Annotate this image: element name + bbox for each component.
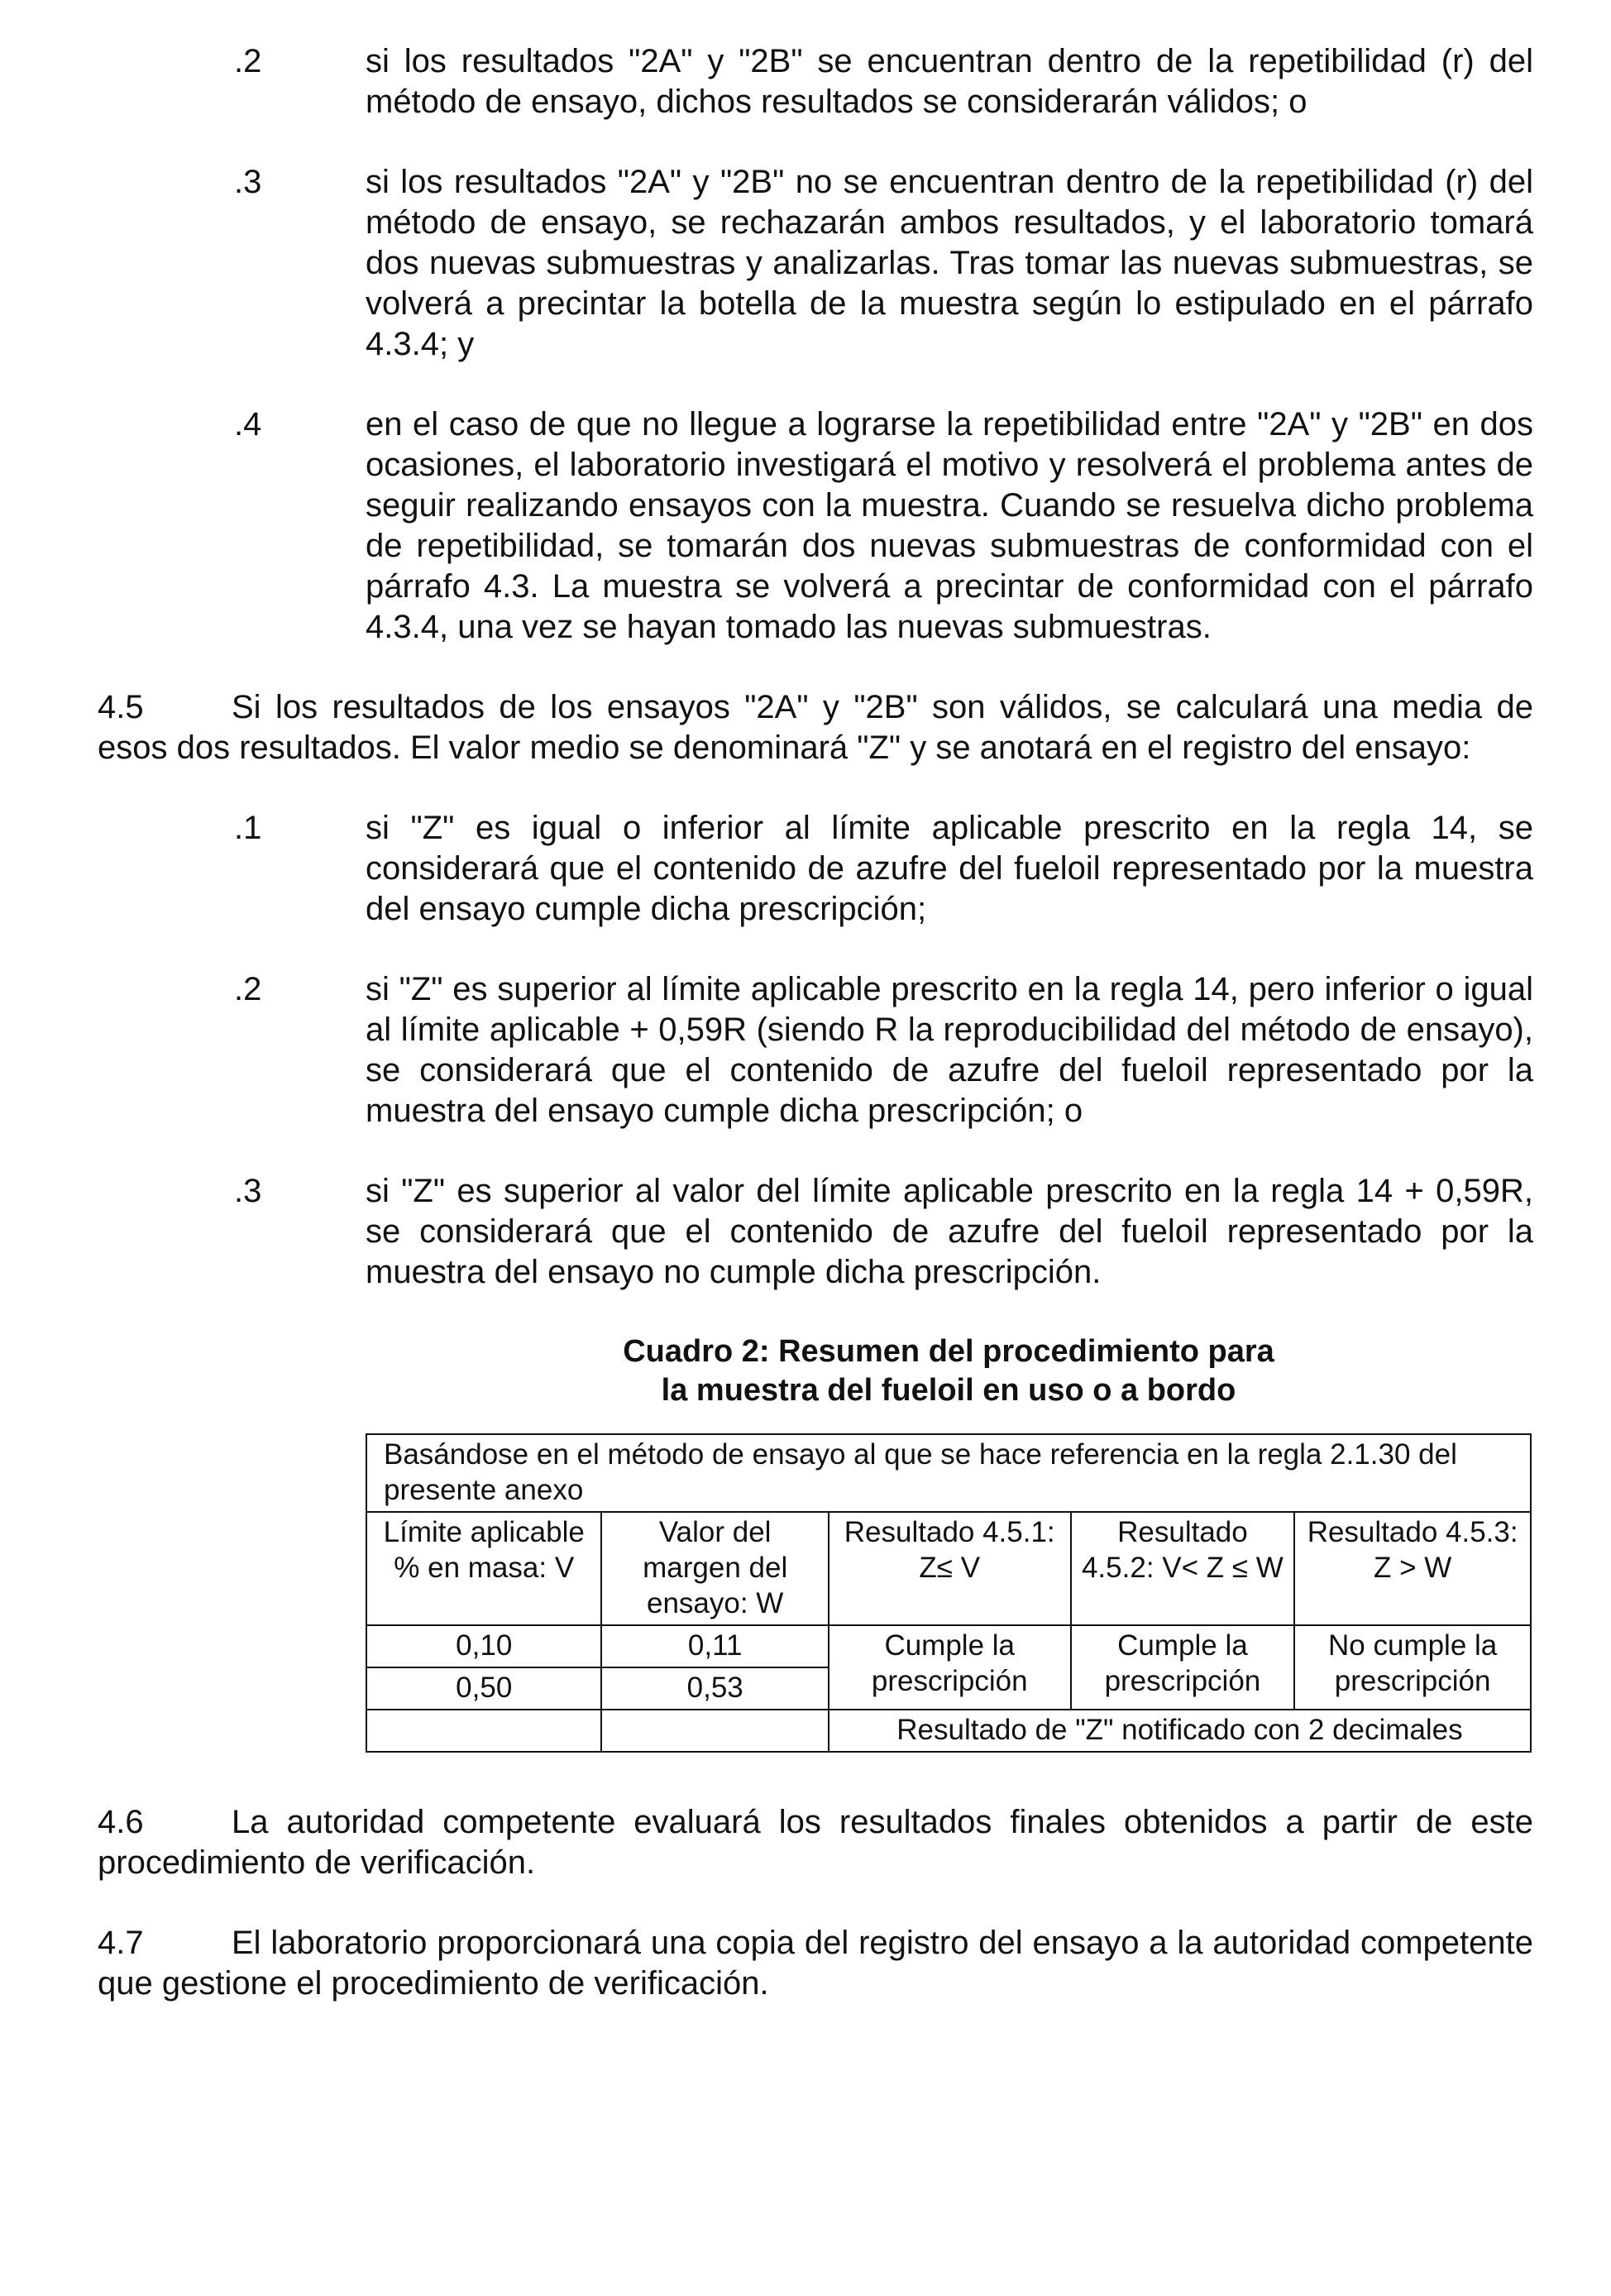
section-text: El laboratorio proporcionará una copia del registro del ensayo a la autoridad competente que gestione el procedimiento de verificación. — [98, 1925, 1533, 2002]
table-cell: 0,10 — [366, 1625, 601, 1667]
item-text: si los resultados "2A" y "2B" no se encuentran dentro de la repetibilidad (r) del método de ensayo, se rechazarán ambos resultados, y el laboratorio tomará dos nuevas submuestras y analizarlas. Tras tomar las nuevas submuestras, se volverá a precintar la botella de la muestra según lo estipulado en el párrafo 4.3.4; y — [366, 164, 1533, 362]
section-number: 4.5 — [98, 689, 144, 725]
item-text: si "Z" es igual o inferior al límite aplicable prescrito en la regla 14, se considerará que el contenido de azufre del fueloil representado por la muestra del ensayo cumple dicha prescripción; — [366, 810, 1533, 927]
section-text: Si los resultados de los ensayos "2A" y "2B" son válidos, se calculará una media de esos dos resultados. El valor medio se denominará "Z" y se anotará en el registro del ensayo: — [98, 689, 1533, 766]
table-row — [366, 1434, 1531, 1512]
item-number: .2 — [234, 43, 262, 79]
section-text: La autoridad competente evaluará los resultados finales obtenidos a partir de este procedimiento de verificación. — [98, 1804, 1533, 1881]
table-cell — [601, 1710, 828, 1752]
section-number: 4.6 — [98, 1804, 144, 1840]
item-number: .4 — [234, 406, 262, 442]
item-text: en el caso de que no llegue a lograrse la repetibilidad entre "2A" y "2B" en dos ocasiones, el laboratorio investigará el motivo y resolverá el problema antes de seguir realizando ensayos con la muestra. Cuando se resuelva dicho problema de repetibilidad, se tomarán dos nuevas submuestras de conformidad con el párrafo 4.3. La muestra se volverá a precintar de conformidad con el párrafo 4.3.4, una vez se hayan tomado las nuevas submuestras. — [366, 406, 1533, 645]
table-cell: No cumple la prescripción — [1294, 1625, 1531, 1710]
item-number: .1 — [234, 810, 262, 846]
table-cell: Cumple la prescripción — [1071, 1625, 1295, 1710]
table-cell — [366, 1710, 601, 1752]
item-number: .3 — [234, 164, 262, 200]
list-item — [98, 41, 1533, 122]
table-cell: 0,53 — [601, 1667, 828, 1710]
caption-line: la muestra del fueloil en uso o a bordo — [661, 1373, 1236, 1408]
table-row — [366, 1512, 1531, 1625]
table-header-span: Basándose en el método de ensayo al que se hace referencia en la regla 2.1.30 del presente anexo — [366, 1434, 1531, 1512]
table-cell: Cumple la prescripción — [829, 1625, 1071, 1710]
list-item — [98, 404, 1533, 648]
summary-table — [366, 1433, 1532, 1753]
section-number: 4.7 — [98, 1925, 144, 1961]
list-item — [98, 808, 1533, 930]
column-header: Límite aplicable % en masa: V — [366, 1512, 601, 1625]
section-4-5 — [98, 687, 1533, 768]
item-number: .2 — [234, 971, 262, 1007]
table-cell: 0,50 — [366, 1667, 601, 1710]
column-header: Valor del margen del ensayo: W — [601, 1512, 828, 1625]
table-row — [366, 1625, 1531, 1667]
document-page — [98, 41, 1533, 2044]
column-header: Resultado 4.5.2: V< Z ≤ W — [1071, 1512, 1295, 1625]
item-number: .3 — [234, 1173, 262, 1209]
table-cell: 0,11 — [601, 1625, 828, 1667]
list-item — [98, 1171, 1533, 1293]
caption-line: Cuadro 2: Resumen del procedimiento para — [623, 1334, 1274, 1369]
column-header: Resultado 4.5.3: Z > W — [1294, 1512, 1531, 1625]
list-item — [98, 969, 1533, 1131]
table-caption — [366, 1332, 1532, 1410]
item-text: si "Z" es superior al límite aplicable prescrito en la regla 14, pero inferior o igual al límite aplicable + 0,59R (siendo R la reproducibilidad del método de ensayo), se considerará que el contenido de azufre del fueloil representado por la muestra del ensayo cumple dicha prescripción; o — [366, 971, 1533, 1129]
list-item — [98, 162, 1533, 365]
item-text: si "Z" es superior al valor del límite aplicable prescrito en la regla 14 + 0,59R, se considerará que el contenido de azufre del fueloil representado por la muestra del ensayo no cumple dicha prescripción. — [366, 1173, 1533, 1290]
column-header: Resultado 4.5.1: Z≤ V — [829, 1512, 1071, 1625]
section-4-7 — [98, 1923, 1533, 2004]
item-text: si los resultados "2A" y "2B" se encuentran dentro de la repetibilidad (r) del método de ensayo, dichos resultados se considerarán válidos; o — [366, 43, 1533, 120]
table-footer: Resultado de "Z" notificado con 2 decimales — [829, 1710, 1531, 1752]
section-4-6 — [98, 1802, 1533, 1883]
table-row — [366, 1710, 1531, 1752]
